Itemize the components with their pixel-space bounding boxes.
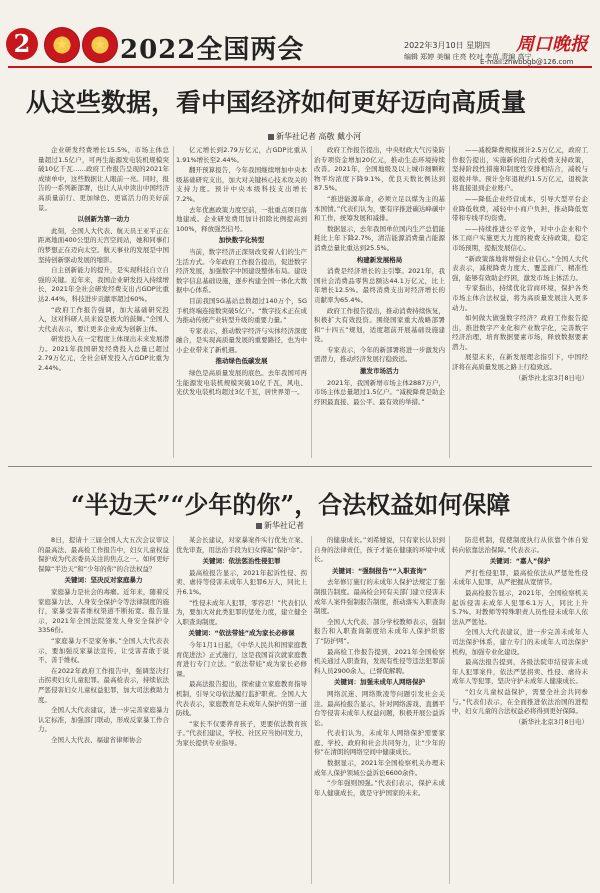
- issue-date: 2022年3月10日 星期四: [404, 41, 491, 50]
- article1-column-1: 企业研发经费增长15.5%，市场主体总量超过1.5亿户，可再生能源发电装机规模突破10亿千瓦……政府工作报告呈现的2021年成绩单中，这些数据让人眼前一亮。同时，报告的一系列新部署，也让人从中读出中国经济高质量前行、更加绿色、更富活力的美好前景。 以创新为第一动力 此刻，全国人大代表、航天员王亚平正在距离地面400公里的天宫空间站，她和同事们的梦想正在迈向太空。航天事业的发展是中国坚持创新驱动发展的缩影。 自主创新能力的提升，是实现科技自立自强的关键。近年来，我国企业研发投入持续增长，2021年全社会研发经费支出占GDP比重达2.44%，科技进步贡献率超过60%。 “政府工作报告强调，加大基础研究投入，这对科研人员来说是极大的鼓舞。”全国人大代表表示，要让更多企业成为创新主体。 研发投入在一定程度上体现出未来发展潜力。2021年我国研发经费投入总量已超过2.79万亿元，全社会研发投入占GDP比重为2.44%。: [38, 146, 169, 373]
- byline-marker-icon: [268, 134, 274, 140]
- article1-byline: 新华社记者 高敬 戴小河: [268, 131, 361, 142]
- masthead-rule: [8, 66, 592, 68]
- national-emblem-icon: ★: [82, 27, 118, 63]
- column-rule: [173, 536, 174, 884]
- article2-column-1: 8日，提请十三届全国人大五次会议审议的最高法、最高检工作报告中，妇女儿童权益保护成为代表委员关注的焦点之一。如何更好保障“半边天”和“少年的你”的合法权益？ 关键词：坚决反对家庭暴力 家庭暴力是社会的毒瘤。近年来，随着反家庭暴力法、人身安全保护令等法律制度的施行，家暴受害者维权渠道不断拓宽。报告显示，2021年全国法院签发人身安全保护令3356份。 “家庭暴力不是家务事。”全国人大代表表示，要加强反家暴法宣传，让受害者敢于说不、善于维权。 在2022年政府工作报告中，强调坚决打击拐卖妇女儿童犯罪。最高检表示，持续依法严惩侵害妇女儿童权益犯罪，加大司法救助力度。 全国人大代表建议，进一步完善家庭暴力认定标准，加强部门联动，形成反家暴工作合力。 全国人大代表、福建省律师协会: [38, 536, 169, 744]
- article2-column-4: 防范机制，促使制度执行从依靠个体自觉转向依靠法治保障。”代表表示。 关键词：“嘉人”保护 严打性侵犯罪，最高检依法从严惩处性侵未成年人犯罪，从严把握从宽情节。 最高检报告显示，2021年，全国检察机关起诉侵害未成年人犯罪6.1万人，同比上升5.7%。对教师等特殊职责人员性侵未成年人依法从严惩处。 全国人大代表建议，进一步完善未成年人司法保护体系，建立专门的未成年人司法保护机构，加强专业化建设。 最高法报告提到，各级法院审结侵害未成年人犯罪案件，依法严惩拐卖、性侵、虐待未成年人等犯罪，坚决守护未成年人健康成长。 “妇女儿童权益保护，需要全社会共同参与。”代表们表示，在全面推进依法治国的进程中，妇女儿童的合法权益必将得到更好保障。 （新华社北京3月8日电）: [452, 536, 588, 726]
- article2-headline: “半边天”“少年的你”，合法权益如何保障: [71, 490, 511, 519]
- column-rule: [311, 146, 312, 458]
- column-rule: [449, 146, 450, 458]
- article2-column-2: 某会长建议，对家暴案件实行优先立案、优先审查，用法治手段为妇女撑起“保护伞”。 关键词：依法惩治性侵犯罪 最高检报告显示，2021年起诉性侵、拐卖、虐待等侵害未成年人犯罪6万人，同比上升6.1%。 “性侵未成年人犯罪，零容忍！”代表们认为，要加大对此类犯罪的惩处力度，建立健全入职查询制度。 关键词：“依法带娃”成为家长必修课 今年1月1日起，《中华人民共和国家庭教育促进法》正式施行，这是我国首次就家庭教育进行专门立法。“依法带娃”成为家长必修课。 最高法报告提出，探索建立家庭教育指导机制，引导父母依法履行监护职责。全国人大代表表示，家庭教育是未成年人保护的第一道防线。 “家长不仅要养育孩子，更要依法教育孩子。”代表们建议，学校、社区应当协同发力，为家长提供专业指导。: [176, 536, 307, 747]
- article1-headline: 从这些数据，看中国经济如何更好迈向高质量: [26, 88, 527, 117]
- article1-column-2: 亿元增长到2.79万亿元，占GDP比重从1.91%增长至2.44%。 翻开预算报告，今年我国继续增加中央本级基础研究支出，加大对关键核心技术攻关的支持力度。预计中央本级科技支出增长7.2%。 去年优惠政策力度空前，一批重点项目落地建成。企业研发费用加计扣除比例提高到100%，释放强烈信号。 加快数字化转型 当前，数字经济正深刻改变着人们的生产生活方式。今年政府工作报告提出，促进数字经济发展，加强数字中国建设整体布局。建设数字信息基础设施，逐步构建全国一体化大数据中心体系。 目前我国5G基站总数超过140万个，5G手机终端连接数突破5亿户。“数字技术正在成为推动传统产业转型升级的重要力量。” 专家表示，推动数字经济与实体经济深度融合，是实现高质量发展的重要路径，也为中小企业带来了新机遇。 推动绿色低碳发展 绿色是高质量发展的底色。去年我国可再生能源发电装机规模突破10亿千瓦，风电、光伏发电装机均超过3亿千瓦，居世界第一。: [176, 146, 307, 397]
- page-number: 2: [6, 28, 38, 60]
- article1-column-4: ——减税降费规模预计2.5万亿元，政府工作报告提出，实施新的组合式税费支持政策，坚持阶段性措施和制度性安排相结合，减税与退税并举。预计全年退税约1.5万亿元，退税款将直接退到企业账户。 ——降低企业经营成本，引导大型平台企业降低收费，减轻中小商户负担，推动降低宽带和专线平均资费。 ——持续推进公平竞争，对中小企业和个体工商户实施更大力度的税费支持政策，稳定市场预期，提振发展信心。 “新政策落地将增强企业信心。”全国人大代表表示，减税降费力度大、覆盖面广、精准性强，能够有效助企纾困，激发市场主体活力。 专家指出，持续优化营商环境，保护各类市场主体合法权益，将为高质量发展注入更多动力。 如何做大做强数字经济？政府工作报告提出，推进数字产业化和产业数字化，完善数字经济治理，培育数据要素市场，释放数据要素潜力。 展望未来，在新发展理念指引下，中国经济将在高质量发展之路上行稳致远。 （新华社北京3月8日电）: [452, 146, 588, 382]
- article2-byline: 新华社记者: [256, 520, 304, 531]
- article-divider: [8, 466, 592, 467]
- article2-column-3: 的健康成长。”刘希娅说，只有家长认识到自身的法律责任，孩子才能在健康的环境中成长。 关键词：“强制报告”“入职查询” 去年修订施行的未成年人保护法规定了强制报告制度。最高检会同有关部门建立侵害未成年人案件强制报告制度，推动落实入职查询制度。 全国人大代表、部分学校教师表示，强制报告和入职查询制度给未成年人保护织密了“防护网”。 最高检工作报告提到，2021年全国检察机关通过入职查询，发现有性侵等违法犯罪前科人员2900余人，已督促解聘。 关键词：加强未成年人网络保护 网络沉迷、网络欺凌等问题引发社会关注。最高检报告显示，针对网络游戏、直播平台等侵害未成年人权益问题，积极开展公益诉讼。 代表们认为，未成年人网络保护需要家庭、学校、政府和社会共同努力，让“少年的你”在清朗的网络空间中健康成长。 数据显示，2021年全国检察机关办理未成年人保护领域公益诉讼6600余件。 “少年强则国强。”代表们表示，保护未成年人健康成长，就是守护国家的未来。: [314, 536, 445, 797]
- column-rule: [449, 536, 450, 884]
- section-title: 2022全国两会: [120, 35, 305, 65]
- party-emblem-icon: ★: [44, 27, 80, 63]
- byline-marker-icon: [256, 523, 262, 529]
- editor-credits: 编辑 郑婷 美编 庄亮 校对 李苗 责编 高宁: [404, 53, 532, 61]
- column-rule: [311, 536, 312, 884]
- article1-column-3: 政府工作报告提出，中央财政大气污染防治专项资金增加20亿元，推动生态环境持续改善。2021年，全国地级及以上城市细颗粒物平均浓度下降9.1%，优良天数比例达到87.5%。 “推进能源革命，必须立足以煤为主的基本国情。”代表们认为，要有序推进碳达峰碳中和工作，统筹发展和减排。 数据显示，去年我国单位国内生产总值能耗比上年下降2.7%，清洁能源消费量占能源消费总量比重达到25.5%。 构建新发展格局 消费是经济增长的主引擎。2021年，我国社会消费品零售总额达44.1万亿元，比上年增长12.5%。最终消费支出对经济增长的贡献率为65.4%。 政府工作报告提出，推动消费持续恢复，积极扩大有效投资。围绕国家重大战略部署和“十四五”规划，适度超前开展基础设施建设。 专家表示，今年的新部署将进一步激发内需潜力，推动经济发展行稳致远。 激发市场活力 2021年，我国新增市场主体2887万户，市场主体总量超过1.5亿户。“减税降费是助企纾困最直接、最公平、最有效的举措。”: [314, 146, 445, 406]
- contact-email: E-mail:zhwbbgb@126.com: [480, 58, 574, 66]
- paper-logo: 周口晚报: [516, 34, 588, 55]
- column-rule: [173, 146, 174, 458]
